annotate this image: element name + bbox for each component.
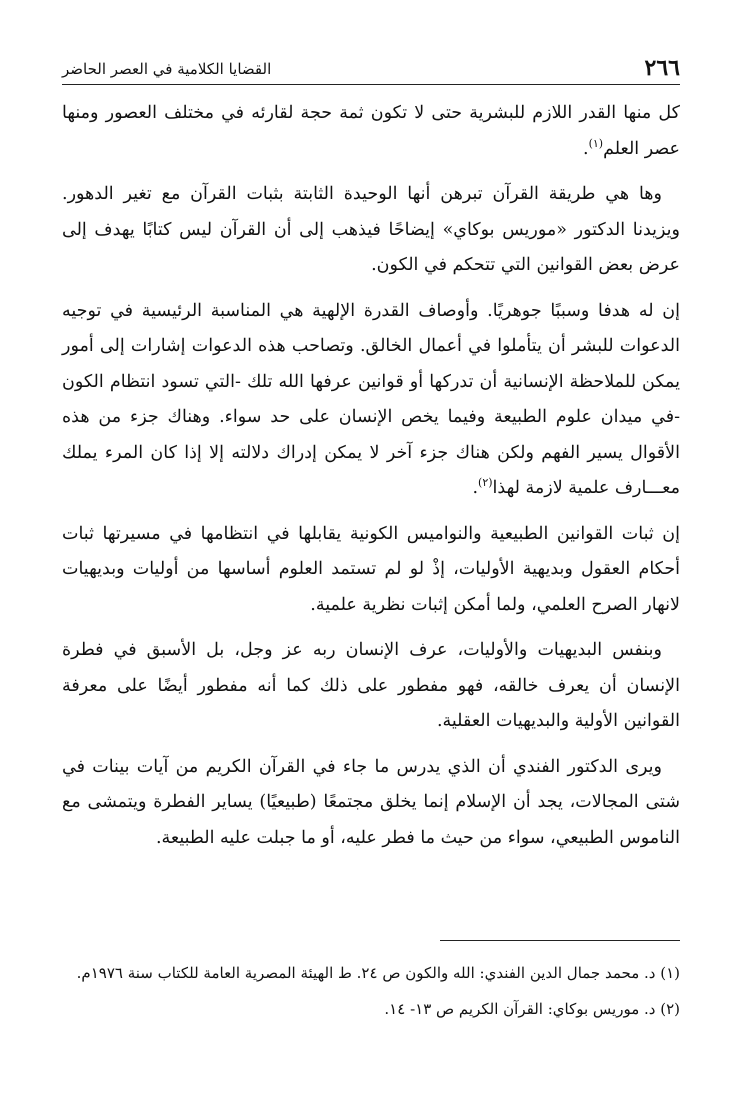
paragraph-3-tail: .	[472, 478, 479, 498]
paragraph-1-tail: .	[582, 138, 589, 159]
paragraph-4: إن ثبات القوانين الطبيعية والنواميس الكونية يقابلها في انتظامها في مسيرتها ثبات أحكام العقول وبديهية الأوليات، إذْ لو لم تستمد العلوم أساسها من أوليات وبديهيات لانهار الصرح العلمي، ولما أمكن إثبات نظرية علمية.	[62, 523, 680, 615]
page-number: ٢٦٦	[644, 55, 680, 81]
footnote-separator	[440, 940, 680, 941]
running-title: القضايا الكلامية في العصر الحاضر	[62, 60, 272, 78]
running-header	[62, 54, 680, 85]
paragraph-2: وها هي طريقة القرآن تبرهن أنها الوحيدة الثابتة بثبات القرآن مع تغير الدهور. ويزيدنا الدكتور «موريس بوكاي» إيضاحًا فيذهب إلى أن القرآن ليس كتابًا يهدف إلى عرض بعض القوانين التي تتحكم في الكون.	[62, 184, 680, 275]
footnote-2: (٢) د. موريس بوكاي: القرآن الكريم ص ١٣- ١٤.	[384, 1000, 680, 1018]
footnote-1: (١) د. محمد جمال الدين الفندي: الله والكون ص ٢٤. ط الهيئة المصرية العامة للكتاب سنة ١٩٧٦م.	[76, 964, 680, 982]
footnote-ref-1: (١)	[588, 136, 604, 150]
paragraph-5: وبنفس البديهيات والأوليات، عرف الإنسان ربه عز وجل، بل الأسبق في فطرة الإنسان أن يعرف خالقه، فهو مفطور على ذلك كما أنه مفطور أيضًا على معرفة القوانين الأولية والبديهيات العقلية.	[62, 640, 680, 731]
paragraph-3-text: إن له هدفا وسببًا جوهريًا. وأوصاف القدرة الإلهية هي المناسبة الرئيسية في توجيه الدعوات للبشر أن يتأملوا في أعمال الخالق. وتصاحب هذه الدعوات إشارات إلى أمور يمكن للملاحظة الإنسانية أن تدركها أو قوانين عرفها الله تلك -التي تسود انتظام الكون -في ميدان علوم الطبيعة وفيما يخص الإنسان على حد سواء. وهناك جزء من هذه الأقوال يسير الفهم ولكن هناك جزء آخر لا يمكن إدراك دلالته إلا إذا كان المرء يملك معـــارف علمية لازمة لهذا	[62, 300, 680, 498]
paragraph-1-text: كل منها القدر اللازم للبشرية حتى لا تكون ثمة حجة لقارئه في مختلف العصور ومنها عصر العلم	[62, 103, 680, 159]
body-text	[62, 96, 680, 866]
paragraph-1	[62, 96, 680, 167]
footnotes	[62, 958, 680, 1030]
paragraph-3	[62, 294, 680, 507]
paragraph-6: ويرى الدكتور الفندي أن الذي يدرس ما جاء في القرآن الكريم من آيات بينات في شتى المجالات، يجد أن الإسلام إنما يخلق مجتمعًا (طبيعيًا) يساير الفطرة ويتمشى مع الناموس الطبيعي، سواء من حيث ما فطر عليه، أو ما جبلت عليه الطبيعة.	[62, 756, 680, 848]
footnote-ref-2: (٢)	[478, 476, 493, 490]
